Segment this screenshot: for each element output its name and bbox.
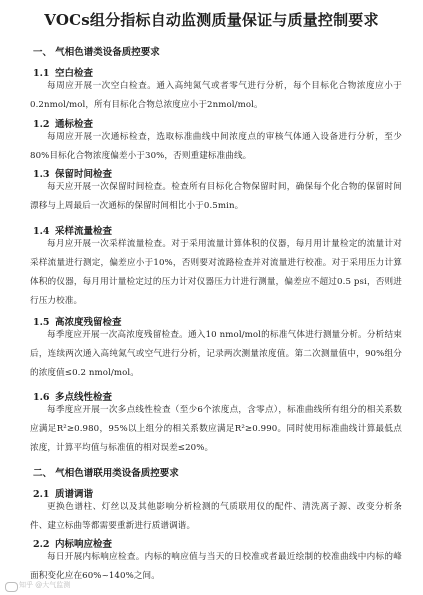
watermark-logo-icon	[5, 582, 18, 592]
paragraph-1-5: 每季度应开展一次高浓度残留检查。通入10 nmol/mol的标准气体进行测量分析。分析结束后，连续两次通入高纯氮气或空气进行分析，记录两次测量浓度值。第二次测量值中，90%组分的浓度值≤0.2 nmol/mol。	[30, 330, 402, 378]
subsection-title: 高浓度残留检查	[55, 317, 122, 328]
subsection-number: 1.5	[33, 317, 50, 328]
subsection-number: 2.2	[33, 539, 50, 550]
subsection-number: 1.6	[33, 392, 50, 403]
subsection-number: 1.4	[33, 226, 50, 237]
paragraph-1-1: 每周应开展一次空白检查。通入高纯氮气或者零气进行分析，每个目标化合物浓度应小于0.2nmol/mol，所有目标化合物总浓度应小于2nmol/mol。	[30, 81, 402, 110]
subsection-title: 保留时间检查	[55, 169, 113, 180]
subsection-title: 多点线性检查	[55, 392, 113, 403]
subsection-title: 质谱调谐	[55, 489, 94, 500]
document-title: VOCs组分指标自动监测质量保证与质量控制要求	[44, 11, 379, 29]
paragraph-1-4: 每月应开展一次采样流量检查。对于采用流量计算体积的仪器，每月用计量检定的流量计对采样流量进行测定，偏差应小于10%，否则要对流路检查并对流量进行校准。对于采用压力计算体积的仪器，每月用计量检定过的压力计对仪器压力计进行测量，偏差应不超过0.5 psi，否则进行压力校准。	[30, 239, 402, 306]
subsection-number: 2.1	[33, 489, 50, 500]
watermark-text: 知乎 @大气监测	[19, 581, 71, 589]
paragraph-2-2: 每日开展内标响应检查。内标的响应值与当天的日校准或者最近绘制的校准曲线中内标的峰面积变化应在60%~140%之间。	[30, 552, 402, 581]
subsection-number: 1.3	[33, 169, 50, 180]
section-heading-2: 二、 气相色谱联用类设备质控要求	[33, 468, 179, 479]
subsection-title: 通标检查	[55, 119, 94, 130]
section-heading-1: 一、 气相色谱类设备质控要求	[33, 47, 160, 58]
subsection-title: 内标响应检查	[55, 539, 113, 550]
paragraph-2-1: 更换色谱柱、灯丝以及其他影响分析检测的气质联用仪的配件、清洗离子源、改变分析条件、建立标曲等都需要重新进行质谱调谐。	[30, 502, 402, 531]
paragraph-1-2: 每周应开展一次通标检查，选取标准曲线中间浓度点的审核气体通入设备进行分析，至少80%目标化合物浓度偏差小于30%，否则重建标准曲线。	[30, 132, 402, 161]
subsection-title: 采样流量检查	[55, 226, 113, 237]
subsection-number: 1.1	[33, 68, 50, 79]
paragraph-1-3: 每天应开展一次保留时间检查。检查所有目标化合物保留时间，确保每个化合物的保留时间漂移与上周最后一次通标的保留时间相比小于0.5min。	[30, 182, 402, 211]
subsection-title: 空白检查	[55, 68, 94, 79]
subsection-number: 1.2	[33, 119, 50, 130]
paragraph-1-6: 每季度应开展一次多点线性检查（至少6个浓度点，含零点），标准曲线所有组分的相关系数应满足R²≥0.980，95%以上组分的相关系数应满足R²≥0.990。同时使用标准曲线计算最低点浓度，计算平均值与标准值的相对误差≤20%。	[30, 405, 402, 453]
